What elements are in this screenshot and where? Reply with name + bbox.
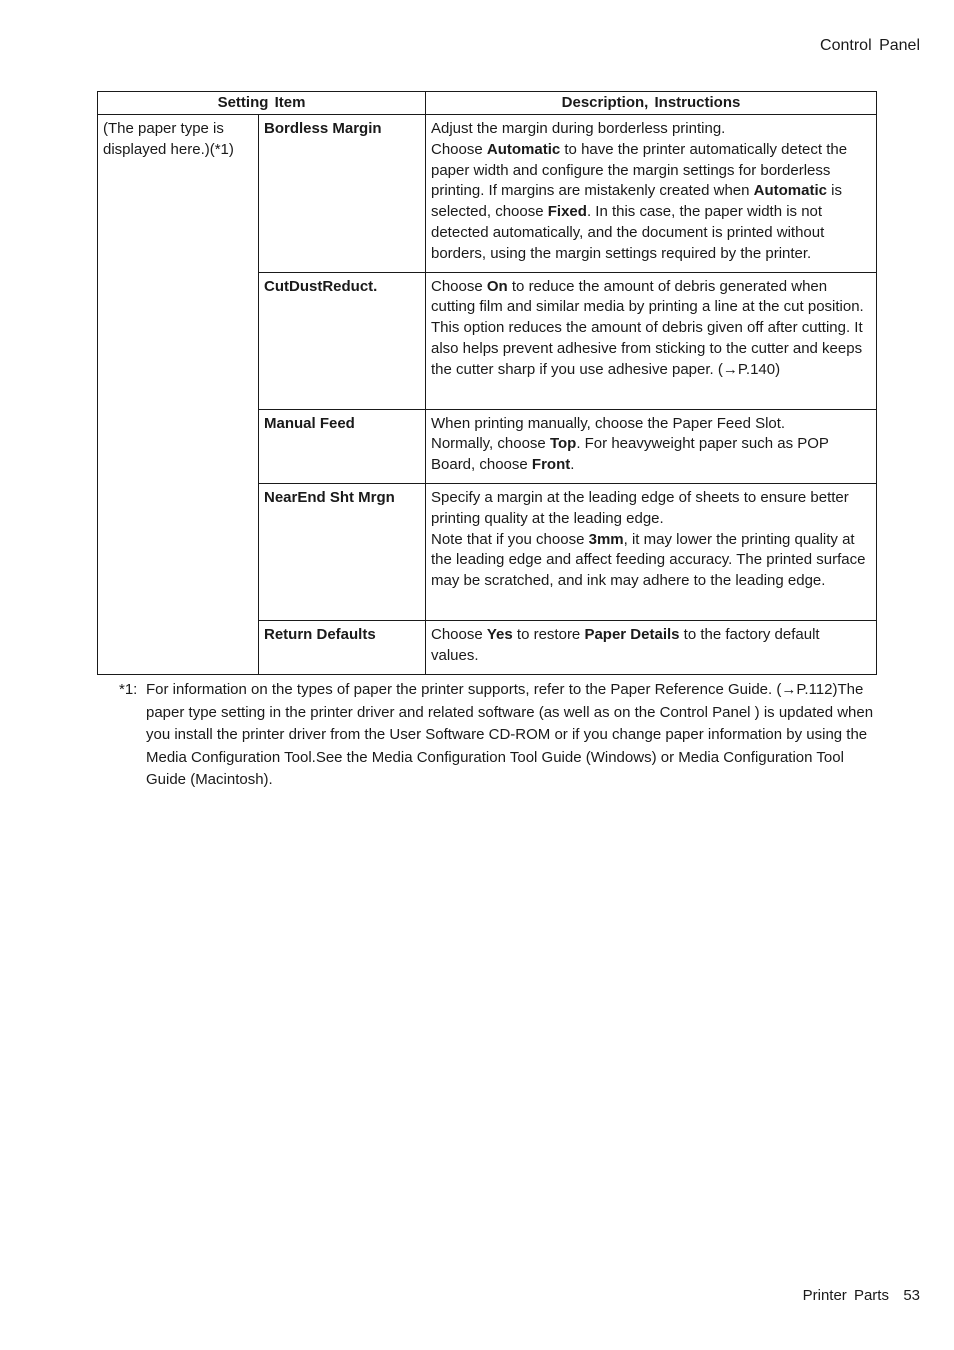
table-row <box>98 115 877 273</box>
footnote-mark: *1: <box>119 681 138 698</box>
setting-item-name: Bordless Margin <box>259 115 426 273</box>
setting-description: Adjust the margin during borderless printing. Choose Automatic to have the printer automatically detect the paper width and configure the margin settings for borderless printing. If margins are mistakenly created when Automatic is selected, choose Fixed. In this case, the paper width is not detected automatically, and the document is printed without borders, using the margin settings required by the printer. <box>426 115 877 273</box>
setting-item-name: Manual Feed <box>259 409 426 483</box>
settings-table <box>97 91 877 675</box>
setting-item-name: Return Defaults <box>259 620 426 674</box>
footer-section: Printer Parts <box>802 1287 889 1304</box>
setting-description: Choose On to reduce the amount of debris generated when cutting film and similar media by printing a line at the cut position. This option reduces the amount of debris given off after cutting. It also helps prevent adhesive from sticking to the cutter and keeps the cutter sharp if you use adhesive paper. (→P.140) <box>426 272 877 409</box>
running-header: Control Panel <box>820 37 920 54</box>
page-number: 53 <box>903 1287 920 1304</box>
running-footer <box>803 1287 920 1304</box>
setting-description: Choose Yes to restore Paper Details to the factory default values. <box>426 620 877 674</box>
header-description: Description, Instructions <box>426 92 877 115</box>
setting-item-name: CutDustReduct. <box>259 272 426 409</box>
setting-item-name: NearEnd Sht Mrgn <box>259 483 426 620</box>
header-setting-item: Setting Item <box>98 92 426 115</box>
table-header-row <box>98 92 877 115</box>
setting-description: Specify a margin at the leading edge of sheets to ensure better printing quality at the leading edge. Note that if you choose 3mm, it may lower the printing quality at the leading edge and affect feeding accuracy. The printed surface may be scratched, and ink may adhere to the leading edge. <box>426 483 877 620</box>
footnote-text: For information on the types of paper the printer supports, refer to the Paper Reference Guide. (→P.112)The paper type setting in the printer driver and related software (as well as on the Control Panel ) is updated when you install the printer driver from the User Software CD-ROM or if you change paper information by using the Media Configuration Tool.See the Media Configuration Tool Guide (Windows) or Media Configuration Tool Guide (Macintosh). <box>146 681 874 789</box>
footnote <box>119 679 879 792</box>
setting-description: When printing manually, choose the Paper Feed Slot. Normally, choose Top. For heavyweight paper such as POP Board, choose Front. <box>426 409 877 483</box>
paper-type-group-cell: (The paper type is displayed here.)(*1) <box>98 115 259 675</box>
